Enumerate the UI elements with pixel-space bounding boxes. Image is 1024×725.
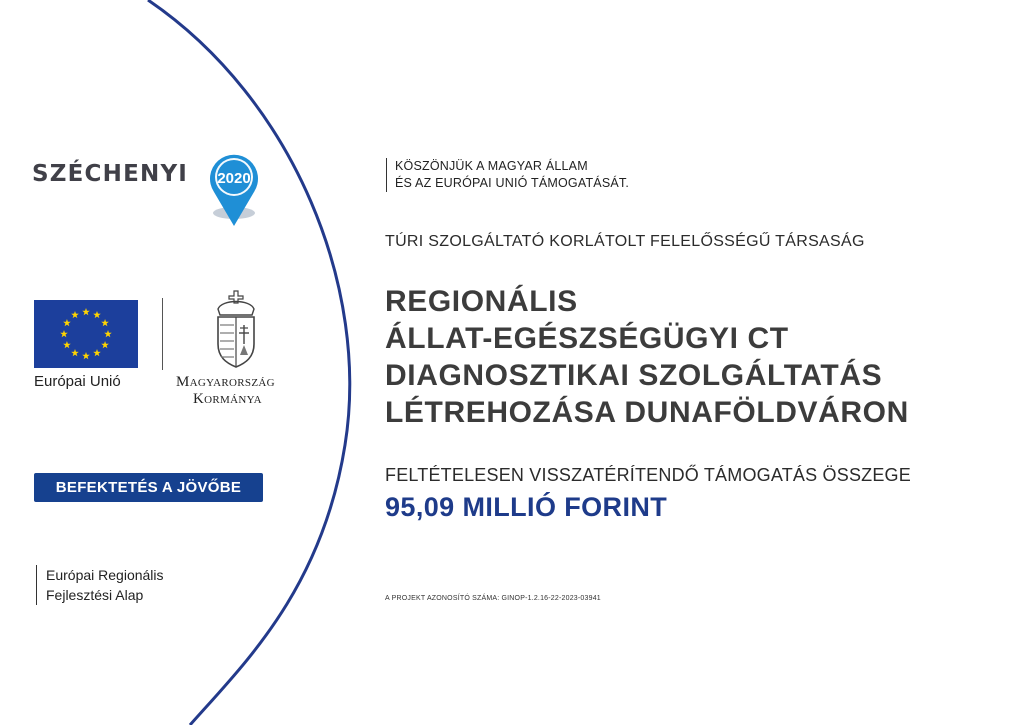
thanks-note — [386, 158, 629, 192]
eu-flag-icon — [34, 300, 138, 368]
szechenyi-year: 2020 — [217, 170, 251, 187]
project-title-line2: ÁLLAT-EGÉSZSÉGÜGYI CT — [385, 322, 789, 355]
szechenyi-2020-logo — [32, 150, 272, 230]
support-label: FELTÉTELESEN VISSZATÉRÍTENDŐ TÁMOGATÁS ÖSSZEGE — [385, 465, 911, 485]
fund-label — [36, 565, 164, 605]
thanks-line1: KÖSZÖNJÜK A MAGYAR ÁLLAM — [395, 159, 588, 173]
project-id: A PROJEKT AZONOSÍTÓ SZÁMA: GINOP-1.2.16-22-2023-03941 — [385, 595, 601, 602]
beneficiary-name: TÚRI SZOLGÁLTATÓ KORLÁTOLT FELELŐSSÉGŰ TÁRSASÁG — [385, 233, 865, 250]
fund-label-line1: Európai Regionális — [46, 567, 164, 583]
logo-divider — [162, 298, 163, 370]
project-title-line1: REGIONÁLIS — [385, 285, 578, 318]
szechenyi-wordmark: SZÉCHENYI — [32, 161, 189, 187]
thanks-line2: ÉS AZ EURÓPAI UNIÓ TÁMOGATÁSÁT. — [395, 176, 630, 190]
government-name-line1: Magyarország — [176, 374, 275, 390]
project-title — [385, 283, 1005, 431]
fund-label-line2: Fejlesztési Alap — [46, 587, 144, 603]
support-amount: 95,09 MILLIÓ FORINT — [385, 492, 668, 522]
eu-label: Európai Unió — [34, 373, 121, 390]
project-title-line4: LÉTREHOZÁSA DUNAFÖLDVÁRON — [385, 396, 909, 429]
project-title-line3: DIAGNOSZTIKAI SZOLGÁLTATÁS — [385, 359, 883, 392]
invest-banner: BEFEKTETÉS A JÖVŐBE — [34, 473, 263, 502]
government-name-line2: Kormánya — [193, 391, 262, 407]
szechenyi-pin-icon — [202, 150, 266, 230]
hungarian-coat-of-arms-icon — [210, 289, 262, 369]
